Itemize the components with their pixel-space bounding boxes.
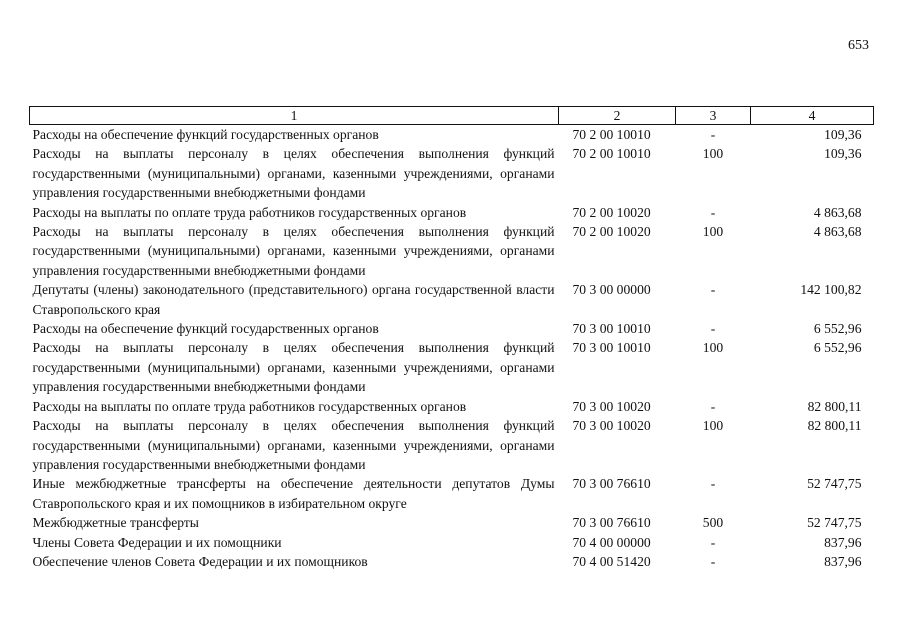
table-row xyxy=(30,416,874,474)
row-name: Расходы на обеспечение функций государственных органов xyxy=(32,127,379,142)
row-amount: 52 747,75 xyxy=(807,476,862,492)
row-name: Члены Совета Федерации и их помощники xyxy=(32,534,282,550)
row-name: Расходы на выплаты персоналу в целях обеспечения выполнения функций государственными (муниципальными) органами, казенными учреждениями, органами управления государственными внебюджетными фондами xyxy=(32,340,555,395)
row-name: Расходы на обеспечение функций государственных органов xyxy=(32,321,379,337)
row-name: Депутаты (члены) законодательного (представительного) органа государственной власти Ставропольского края xyxy=(32,282,555,317)
row-code: 70 4 00 51420 xyxy=(572,553,651,569)
column-header-2: 2 xyxy=(559,107,676,125)
table-row xyxy=(30,280,874,319)
row-code: 70 3 00 76610 xyxy=(572,476,651,492)
row-amount: 837,96 xyxy=(824,553,862,569)
row-name: Иные межбюджетные трансферты на обеспечение деятельности депутатов Думы Ставропольского края и их помощников в избирательном округе xyxy=(32,476,555,511)
row-code: 70 4 00 00000 xyxy=(572,534,651,550)
row-code: 70 3 00 10010 xyxy=(572,340,651,356)
row-expense-type: - xyxy=(710,204,716,220)
row-amount: 4 863,68 xyxy=(813,204,862,220)
row-expense-type: - xyxy=(710,553,716,569)
row-expense-type: 500 xyxy=(702,515,724,531)
table-row xyxy=(30,552,874,571)
row-expense-type: 100 xyxy=(702,224,724,240)
table-row xyxy=(30,125,874,145)
table-row xyxy=(30,319,874,338)
row-code: 70 3 00 10010 xyxy=(572,321,651,337)
row-amount: 6 552,96 xyxy=(813,340,862,356)
row-name: Обеспечение членов Совета Федерации и их помощников xyxy=(32,553,368,569)
row-expense-type: - xyxy=(710,321,716,337)
table-row xyxy=(30,222,874,280)
table-row xyxy=(30,533,874,552)
row-name: Межбюджетные трансферты xyxy=(32,515,199,531)
row-amount: 82 800,11 xyxy=(807,418,862,434)
table-row xyxy=(30,397,874,416)
row-name: Расходы на выплаты персоналу в целях обеспечения выполнения функций государственными (муниципальными) органами, казенными учреждениями, органами управления государственными внебюджетными фондами xyxy=(32,418,555,472)
column-header-3: 3 xyxy=(676,107,751,125)
header-row xyxy=(30,107,874,125)
row-expense-type: - xyxy=(710,282,716,298)
row-name: Расходы на выплаты персоналу в целях обеспечения выполнения функций государственными (муниципальными) органами, казенными учреждениями, органами управления государственными внебюджетными фондами xyxy=(32,224,555,278)
row-amount: 52 747,75 xyxy=(807,515,862,531)
row-code: 70 3 00 00000 xyxy=(572,282,651,298)
row-amount: 142 100,82 xyxy=(800,282,862,298)
page-number: 653 xyxy=(848,38,869,53)
budget-table xyxy=(29,106,874,571)
row-amount: 6 552,96 xyxy=(813,321,862,337)
row-expense-type: - xyxy=(710,534,716,550)
row-code: 70 3 00 76610 xyxy=(572,515,651,531)
row-code: 70 2 00 10010 xyxy=(572,127,651,142)
row-name: Расходы на выплаты по оплате труда работников государственных органов xyxy=(32,398,467,414)
table-row xyxy=(30,203,874,222)
row-code: 70 3 00 10020 xyxy=(572,418,651,434)
column-header-4: 4 xyxy=(751,107,874,125)
row-amount: 82 800,11 xyxy=(807,398,862,414)
table-row xyxy=(30,144,874,202)
row-code: 70 3 00 10020 xyxy=(572,398,651,414)
row-name: Расходы на выплаты по оплате труда работников государственных органов xyxy=(32,204,467,220)
row-name: Расходы на выплаты персоналу в целях обеспечения выполнения функций государственными (муниципальными) органами, казенными учреждениями, органами управления государственными внебюджетными фондами xyxy=(32,146,555,201)
row-code: 70 2 00 10020 xyxy=(572,224,651,240)
table-row xyxy=(30,474,874,513)
row-expense-type: 100 xyxy=(702,418,724,434)
table-row xyxy=(30,513,874,532)
row-code: 70 2 00 10020 xyxy=(572,204,651,220)
row-amount: 837,96 xyxy=(824,534,862,550)
row-expense-type: - xyxy=(710,398,716,414)
row-expense-type: - xyxy=(710,127,716,142)
row-expense-type: - xyxy=(710,476,716,492)
column-header-1: 1 xyxy=(30,107,559,125)
row-expense-type: 100 xyxy=(702,146,724,162)
row-code: 70 2 00 10010 xyxy=(572,146,651,162)
row-amount: 4 863,68 xyxy=(813,224,862,240)
row-amount: 109,36 xyxy=(824,127,862,142)
table-row xyxy=(30,338,874,396)
row-amount: 109,36 xyxy=(824,146,862,162)
row-expense-type: 100 xyxy=(702,340,724,356)
